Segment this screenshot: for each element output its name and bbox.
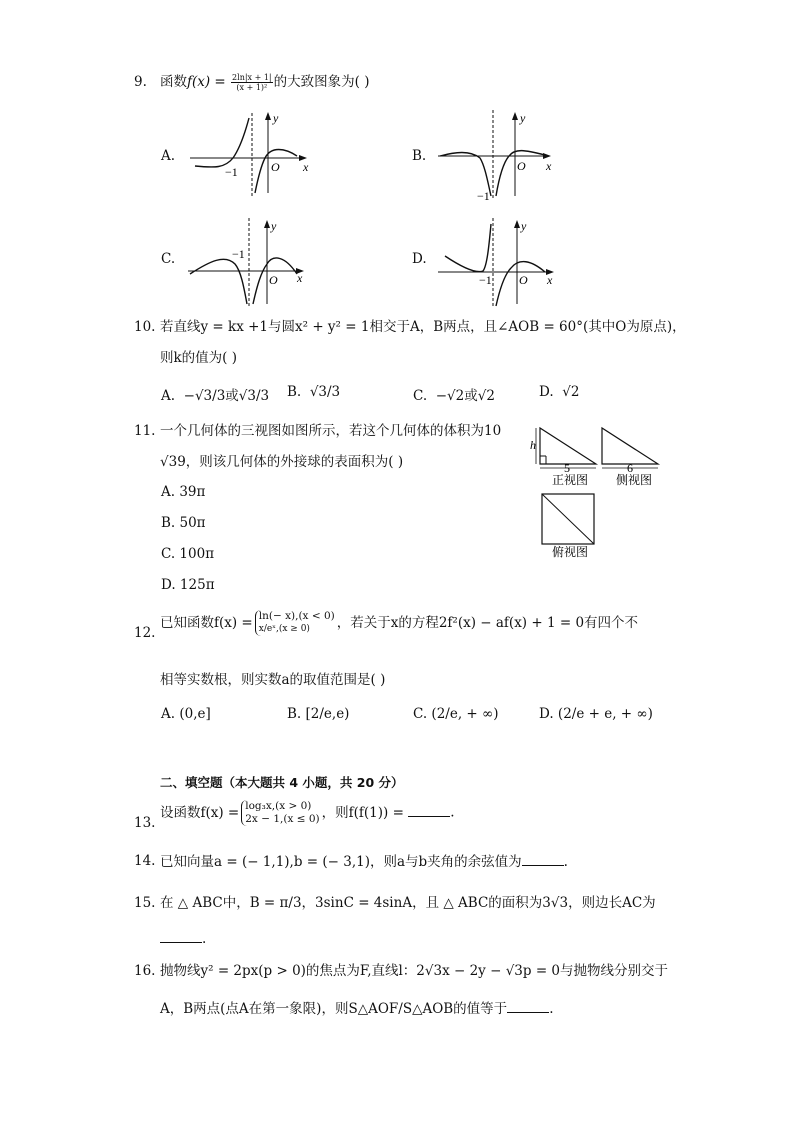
q13-number: 13. — [134, 815, 156, 831]
q11-option-d[interactable]: D. 125π — [161, 577, 215, 593]
svg-text:y: y — [521, 219, 527, 233]
q12-option-d[interactable]: D. (2/e + e, + ∞) — [539, 706, 653, 722]
svg-text:−1: −1 — [477, 189, 490, 203]
svg-text:x: x — [547, 273, 553, 287]
q11-line1: 一个几何体的三视图如图所示，若这个几何体的体积为10 — [160, 423, 502, 439]
q11-three-views — [530, 424, 665, 564]
svg-text:侧视图: 侧视图 — [616, 473, 653, 487]
q12-option-a[interactable]: A. (0,e] — [161, 706, 211, 722]
q10-option-b[interactable]: B. √3/3 — [287, 384, 341, 400]
q10-option-a[interactable]: A. −√3/3或√3/3 — [161, 388, 270, 404]
q9-frac-num: 2ln|x + 1| — [232, 73, 272, 82]
q13-answer-blank[interactable] — [408, 802, 450, 817]
svg-text:俯视图: 俯视图 — [552, 545, 589, 559]
svg-text:O: O — [519, 273, 528, 287]
q11-option-a[interactable]: A. 39π — [161, 484, 206, 500]
q14-stem: 已知向量a = (− 1,1),b = (− 3,1)，则a与b夹角的余弦值为 . — [160, 851, 568, 872]
svg-text:y: y — [271, 219, 277, 233]
q12-stem: 已知函数f(x) = ln(− x),(x < 0) x/eˣ,(x ≥ 0) ，若关于x的方程2f²(x) − af(x) + 1 = 0有四个不 — [160, 610, 639, 634]
q9-option-b-label[interactable]: B. — [412, 148, 427, 164]
front-view-shape — [540, 428, 596, 464]
q10-number: 10. — [134, 319, 156, 335]
svg-text:y: y — [520, 111, 526, 125]
q16-number: 16. — [134, 963, 156, 979]
svg-text:O: O — [269, 273, 278, 287]
svg-text:y: y — [273, 111, 279, 125]
q9-graph-d[interactable] — [435, 216, 565, 311]
q12-option-b[interactable]: B. [2/e,e) — [287, 706, 350, 722]
q10-option-c[interactable]: C. −√2或√2 — [413, 388, 495, 404]
q16-line1: 抛物线y² = 2px(p > 0)的焦点为F,直线l：2√3x − 2y − √3p = 0与抛物线分别交于 — [160, 963, 669, 979]
q11-option-b[interactable]: B. 50π — [161, 515, 206, 531]
q12-line2: 相等实数根，则实数a的取值范围是( ) — [160, 672, 386, 688]
q9-stem: 函数f(x) = $\frac{2\ln|x + 1|}{\text{(x + 1)²}}$ 的大致图象为( ) — [160, 73, 370, 92]
q15-line2: . — [160, 928, 206, 949]
svg-text:x: x — [303, 160, 309, 174]
q14-answer-blank[interactable] — [522, 851, 564, 866]
svg-text:5: 5 — [564, 461, 570, 475]
q15-line1: 在 △ ABC中，B = π/3，3sinC = 4sinA，且 △ ABC的面积为3√3，则边长AC为 — [160, 895, 656, 911]
q9-graph-b[interactable] — [435, 108, 565, 203]
side-view-shape — [602, 428, 658, 464]
q9-option-c-label[interactable]: C. — [161, 251, 176, 267]
q9-frac-den: (x + 1)² — [236, 83, 268, 92]
q14-number: 14. — [134, 853, 156, 869]
svg-text:正视图: 正视图 — [552, 473, 589, 487]
q11-number: 11. — [134, 423, 156, 439]
q10-option-d[interactable]: D. √2 — [539, 384, 580, 400]
neg-one-label: −1 — [225, 165, 238, 179]
q15-answer-blank[interactable] — [160, 928, 202, 943]
svg-text:6: 6 — [627, 461, 633, 475]
q9-number: 9. — [134, 74, 147, 90]
q11-line2: √39，则该几何体的外接球的表面积为( ) — [160, 454, 404, 470]
svg-text:−1: −1 — [479, 273, 492, 287]
svg-text:−1: −1 — [232, 247, 245, 261]
q9-option-d-label[interactable]: D. — [412, 251, 427, 267]
q12-number: 12. — [134, 625, 156, 641]
q9-graph-c[interactable] — [185, 216, 315, 306]
q15-number: 15. — [134, 895, 156, 911]
q10-line2: 则k的值为( ) — [160, 350, 238, 366]
svg-text:h: h — [530, 438, 536, 452]
q9-graph-a[interactable] — [185, 108, 315, 198]
q16-answer-blank[interactable] — [507, 998, 549, 1013]
q12-option-c[interactable]: C. (2/e, + ∞) — [413, 706, 499, 722]
q13-stem: 设函数f(x) = log₃x,(x > 0) 2x − 1,(x ≤ 0) ，则f(f(1)) = . — [160, 800, 455, 825]
q11-option-c[interactable]: C. 100π — [161, 546, 215, 562]
q9-option-a-label[interactable]: A. — [161, 148, 176, 164]
svg-text:O: O — [517, 159, 526, 173]
svg-text:x: x — [297, 271, 303, 285]
svg-text:x: x — [546, 159, 552, 173]
section-title: 二、填空题（本大题共 4 小题，共 20 分） — [160, 775, 404, 790]
q16-line2: A，B两点(点A在第一象限)，则S△AOF/S△AOB的值等于 . — [160, 998, 553, 1019]
svg-text:O: O — [271, 160, 280, 174]
q10-line1: 若直线y = kx +1与圆x² + y² = 1相交于A，B两点，且∠AOB = 60°(其中O为原点)， — [160, 319, 686, 335]
